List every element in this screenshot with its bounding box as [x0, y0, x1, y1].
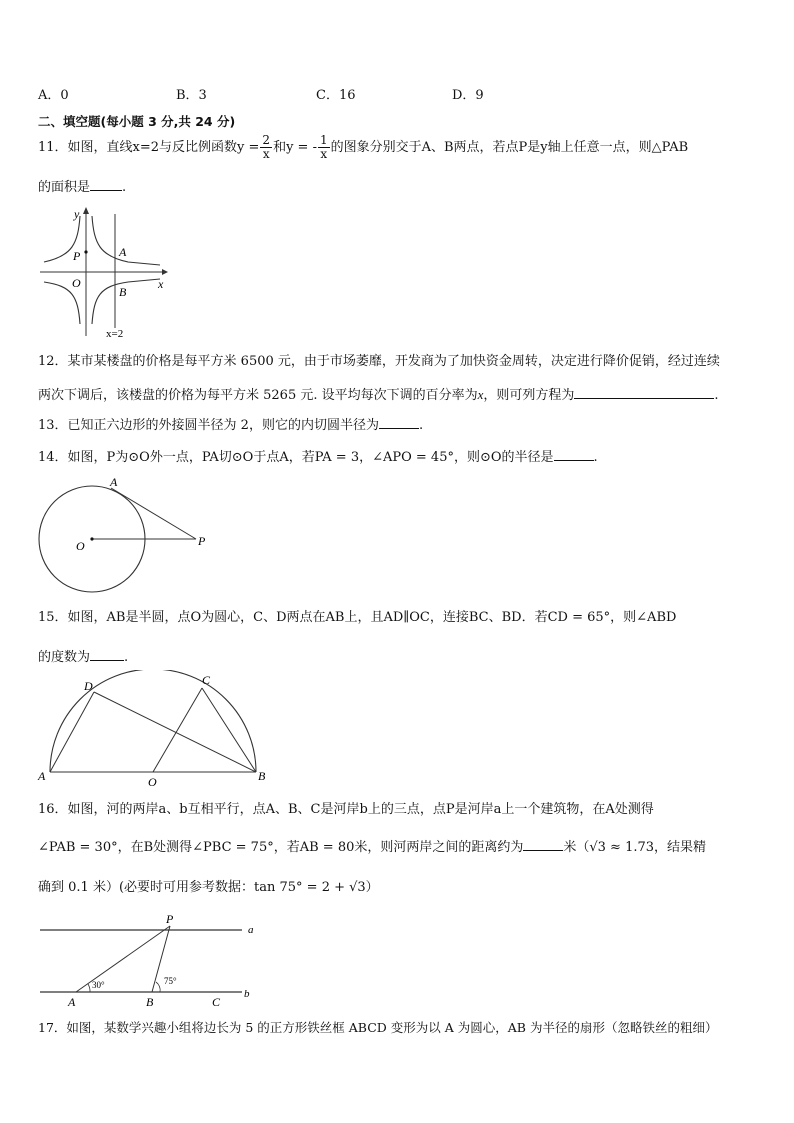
- question-13: [38, 414, 423, 436]
- q16-angle-arc-30: [88, 984, 90, 992]
- q11-label-x: x: [158, 277, 164, 291]
- q14-figure: [36, 474, 216, 598]
- option-b: B．3: [176, 88, 207, 103]
- q14-center-dot: [90, 537, 93, 540]
- q11-label-b: B: [119, 285, 127, 299]
- q11-line2: [38, 176, 126, 198]
- question-11: [38, 134, 688, 161]
- q14-answer-blank[interactable]: [554, 446, 594, 461]
- option-c: C．16: [316, 88, 356, 103]
- q16-line2: [38, 836, 706, 858]
- q11-label-p: P: [73, 249, 81, 263]
- q16-segment-pa: [76, 926, 170, 992]
- q15-segment-ad: [50, 692, 94, 772]
- q16-label-a-line: a: [248, 924, 254, 936]
- q16-label-a: A: [68, 995, 76, 1009]
- q11-end: .: [122, 180, 127, 195]
- q15-line2: [38, 646, 128, 668]
- q16-line2-post: 米（√3 ≈ 1.73，结果精: [563, 840, 707, 855]
- q11-label-line: x=2: [106, 328, 124, 340]
- q15-label-a: A: [38, 769, 46, 783]
- q14-text: 14．如图，P为⊙O外一点，PA切⊙O于点A，若PA = 3，∠APO = 45°，则⊙O的半径是: [38, 450, 554, 465]
- q11-mid: 和y = -: [273, 139, 317, 155]
- q11-fraction-2: [318, 134, 330, 161]
- q14-tangent-pa: [111, 488, 196, 539]
- q12-line2: [38, 384, 719, 406]
- q16-label-p: P: [166, 912, 174, 926]
- q11-prefix: 11．如图，直线x=2与反比例函数y =: [38, 139, 260, 155]
- q11-y-arrow-icon: [83, 207, 89, 214]
- q12-end: .: [714, 388, 719, 403]
- q11-label-a: A: [119, 245, 127, 259]
- q15-label-b: B: [258, 769, 266, 783]
- q15-segment-oc: [153, 688, 202, 772]
- q14-label-p: P: [198, 534, 206, 548]
- q15-answer-blank[interactable]: [90, 646, 124, 661]
- q16-angle-arc-75: [156, 982, 160, 992]
- q16-answer-blank[interactable]: [523, 836, 563, 851]
- q15-line2-text: 的度数为: [38, 650, 91, 665]
- q16-line2-pre: ∠PAB = 30°，在B处测得∠PBC = 75°，若AB = 80米，则河两岸之间的距离约为: [38, 840, 524, 855]
- question-17: 17．如图，某数学兴趣小组将边长为 5 的正方形铁丝框 ABCD 变形为以 A 为圆心，AB 为半径的扇形（忽略铁丝的粗细）: [38, 1020, 718, 1035]
- q15-label-o: O: [148, 775, 157, 786]
- q16-angle-30: 30°: [92, 980, 105, 990]
- q11-line2-text: 的面积是: [38, 180, 91, 195]
- q12-line2-pre: 两次下调后，该楼盘的价格为每平方米 5265 元. 设平均每次下调的百分率为: [38, 388, 478, 403]
- q16-figure: [36, 908, 266, 1012]
- q13-answer-blank[interactable]: [379, 414, 419, 429]
- q11-f1-den: x: [262, 147, 270, 161]
- q15-end: .: [124, 650, 129, 665]
- q13-end: .: [418, 418, 424, 433]
- q11-label-o: O: [72, 276, 81, 290]
- q11-label-y: y: [74, 207, 80, 221]
- q16-line3: 确到 0.1 米）(必要时可用参考数据：tan 75° = 2 + √3）: [38, 880, 379, 895]
- q16-angle-75: 75°: [164, 976, 177, 986]
- q13-text: 13．已知正六边形的外接圆半径为 2，则它的内切圆半径为: [38, 418, 379, 433]
- q15-figure: [34, 670, 274, 786]
- option-a: A．0: [38, 88, 69, 103]
- q11-f2-den: x: [320, 147, 328, 161]
- question-14: [38, 446, 598, 468]
- q15-line1: 15．如图，AB是半圆，点O为圆心，C、D两点在AB上，且AD∥OC，连接BC、BD．若CD = 65°，则∠ABD: [38, 610, 677, 625]
- q15-segment-bc: [202, 688, 256, 772]
- q15-label-c: C: [202, 673, 211, 687]
- q16-line1: 16．如图，河的两岸a、b互相平行，点A、B、C是河岸b上的三点，点P是河岸a上一个建筑物，在A处测得: [38, 802, 654, 817]
- q16-label-c: C: [212, 995, 221, 1009]
- q16-label-b-line: b: [244, 988, 250, 1000]
- q11-figure: [36, 204, 168, 340]
- q14-label-a: A: [110, 475, 118, 489]
- q15-segment-bd: [94, 692, 256, 772]
- q11-suffix: 的图象分别交于A、B两点，若点P是y轴上任意一点，则△PAB: [330, 139, 689, 155]
- section-title: 二、填空题(每小题 3 分,共 24 分): [38, 114, 236, 129]
- q11-answer-blank[interactable]: [90, 176, 122, 191]
- q12-line1: 12．某市某楼盘的价格是每平方米 6500 元，由于市场萎靡，开发商为了加快资金周转，决定进行降价促销，经过连续: [38, 354, 720, 369]
- q11-point-p: [84, 250, 87, 253]
- q12-var: x: [477, 387, 484, 402]
- q14-label-o: O: [76, 539, 85, 553]
- option-d: D．9: [452, 88, 484, 103]
- q14-end: .: [593, 450, 598, 465]
- q11-x-arrow-icon: [162, 269, 168, 275]
- q11-f1-num: 2: [262, 133, 271, 147]
- q12-line2-post: ，则可列方程为: [483, 388, 575, 403]
- q16-label-b: B: [146, 995, 154, 1009]
- q11-f2-num: 1: [319, 133, 328, 147]
- q11-fraction-1: [260, 134, 272, 161]
- q15-label-d: D: [84, 679, 93, 693]
- q12-answer-blank[interactable]: [574, 384, 714, 399]
